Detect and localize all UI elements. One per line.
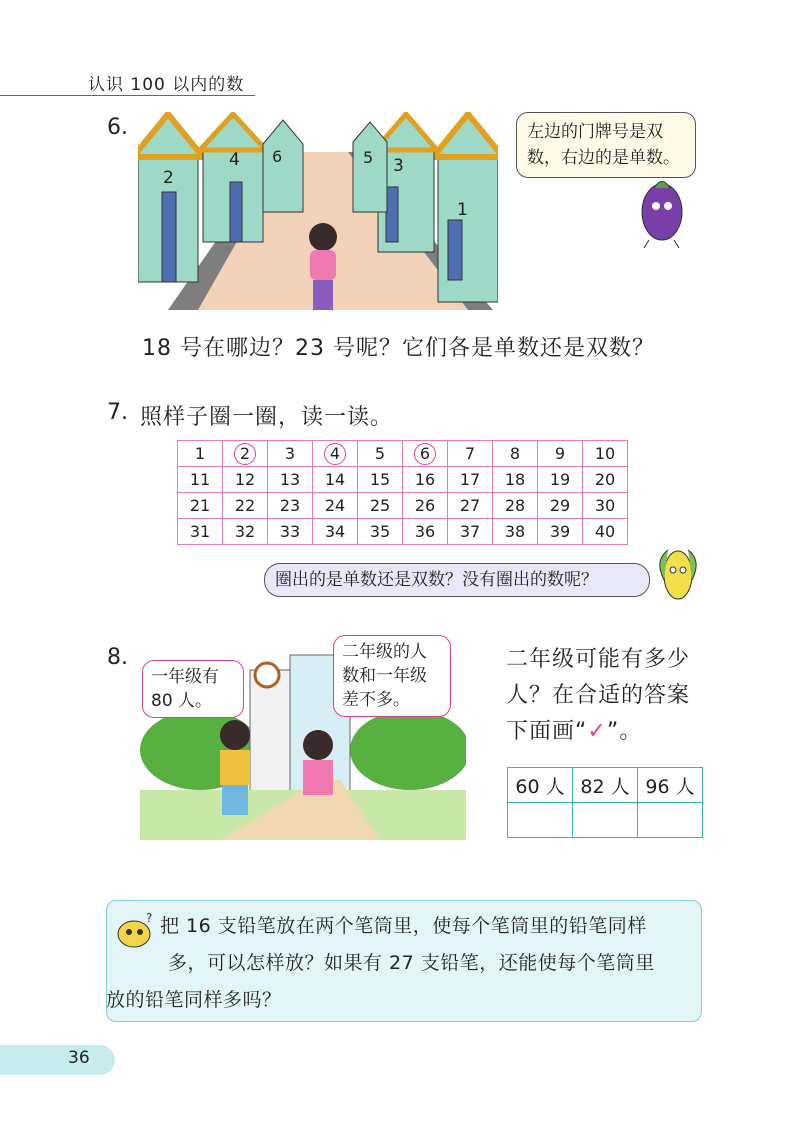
grid-cell: 30 bbox=[583, 493, 628, 519]
grid-cell bbox=[313, 441, 358, 467]
house-number: 2 bbox=[163, 168, 174, 188]
q8-question: 二年级可能有多少 人？在合适的答案 下面画“✓”。 bbox=[506, 647, 691, 744]
grid-cell: 8 bbox=[493, 441, 538, 467]
grid-cell: 16 bbox=[403, 467, 448, 493]
grid-cell: 1 bbox=[178, 441, 223, 467]
girl-speech-bubble: 二年级的人 数和一年级 差不多。 bbox=[333, 635, 451, 717]
eggplant-mascot-icon bbox=[624, 170, 699, 250]
answer-blank-cell[interactable] bbox=[638, 803, 703, 838]
grid-cell: 34 bbox=[313, 519, 358, 545]
grid-row bbox=[178, 493, 628, 519]
grid-cell: 27 bbox=[448, 493, 493, 519]
house-number: 5 bbox=[363, 148, 374, 167]
grid-cell: 23 bbox=[268, 493, 313, 519]
grid-cell: 28 bbox=[493, 493, 538, 519]
grid-cell: 10 bbox=[583, 441, 628, 467]
grid-cell: 25 bbox=[358, 493, 403, 519]
q7-title: 照样子圈一圈，读一读。 bbox=[140, 405, 394, 430]
circled-number: 4 bbox=[324, 443, 346, 465]
corn-mascot-icon bbox=[648, 540, 708, 605]
grid-cell: 15 bbox=[358, 467, 403, 493]
answer-table bbox=[507, 767, 703, 838]
chapter-title: 认识 100 以内的数 bbox=[88, 75, 245, 95]
grid-cell: 14 bbox=[313, 467, 358, 493]
grid-cell: 21 bbox=[178, 493, 223, 519]
answer-blank-row bbox=[508, 803, 703, 838]
grid-cell: 37 bbox=[448, 519, 493, 545]
eggplant-speech-bubble: 左边的门牌号是双 数，右边的是单数。 bbox=[516, 112, 696, 178]
svg-text:?: ? bbox=[146, 911, 153, 925]
page-number: 36 bbox=[68, 1048, 90, 1068]
grid-cell: 31 bbox=[178, 519, 223, 545]
street-illustration bbox=[138, 112, 498, 310]
grid-cell: 7 bbox=[448, 441, 493, 467]
answer-option: 96 人 bbox=[638, 768, 703, 803]
grid-row bbox=[178, 519, 628, 545]
q6-number: 6. bbox=[107, 115, 128, 140]
circled-number: 2 bbox=[234, 443, 256, 465]
grid-cell bbox=[223, 441, 268, 467]
answer-option: 82 人 bbox=[573, 768, 638, 803]
grid-row bbox=[178, 441, 628, 467]
corn-speech-bubble: 圈出的是单数还是双数？没有圈出的数呢？ bbox=[264, 563, 650, 597]
house-number: 1 bbox=[457, 200, 468, 220]
thinking-question: 把 16 支铅笔放在两个笔筒里，使每个笔筒里的铅笔同样 多，可以怎样放？如果有 27 支铅笔，还能使每个笔筒里 放的铅笔同样多吗？ bbox=[106, 915, 655, 1011]
grid-cell: 13 bbox=[268, 467, 313, 493]
header-divider bbox=[0, 95, 255, 96]
grid-cell: 3 bbox=[268, 441, 313, 467]
circled-number: 6 bbox=[414, 443, 436, 465]
answer-blank-cell[interactable] bbox=[508, 803, 573, 838]
q7-number: 7. bbox=[107, 400, 128, 425]
grid-cell: 26 bbox=[403, 493, 448, 519]
number-grid bbox=[177, 440, 628, 545]
grid-row bbox=[178, 467, 628, 493]
grid-cell: 18 bbox=[493, 467, 538, 493]
grid-cell: 29 bbox=[538, 493, 583, 519]
grid-cell: 5 bbox=[358, 441, 403, 467]
grid-cell: 35 bbox=[358, 519, 403, 545]
checkmark-icon: ✓ bbox=[587, 719, 607, 744]
q6-question: 18 号在哪边？23 号呢？它们各是单数还是双数？ bbox=[142, 336, 655, 361]
page-number-tab bbox=[0, 1045, 115, 1075]
grid-cell: 32 bbox=[223, 519, 268, 545]
grid-cell: 11 bbox=[178, 467, 223, 493]
grid-cell: 20 bbox=[583, 467, 628, 493]
boy-speech-bubble: 一年级有 80 人。 bbox=[142, 660, 244, 718]
grid-cell: 40 bbox=[583, 519, 628, 545]
grid-cell: 19 bbox=[538, 467, 583, 493]
grid-cell bbox=[403, 441, 448, 467]
grid-cell: 38 bbox=[493, 519, 538, 545]
house-number: 4 bbox=[229, 150, 240, 170]
grid-cell: 39 bbox=[538, 519, 583, 545]
answer-option: 60 人 bbox=[508, 768, 573, 803]
answer-options-row bbox=[508, 768, 703, 803]
grid-cell: 9 bbox=[538, 441, 583, 467]
answer-blank-cell[interactable] bbox=[573, 803, 638, 838]
grid-cell: 24 bbox=[313, 493, 358, 519]
grid-cell: 22 bbox=[223, 493, 268, 519]
house-number: 6 bbox=[272, 147, 283, 166]
grid-cell: 33 bbox=[268, 519, 313, 545]
thinking-mascot-icon bbox=[112, 910, 156, 950]
grid-cell: 36 bbox=[403, 519, 448, 545]
grid-cell: 12 bbox=[223, 467, 268, 493]
house-number: 3 bbox=[393, 156, 404, 176]
q8-number: 8. bbox=[107, 645, 128, 670]
grid-cell: 17 bbox=[448, 467, 493, 493]
